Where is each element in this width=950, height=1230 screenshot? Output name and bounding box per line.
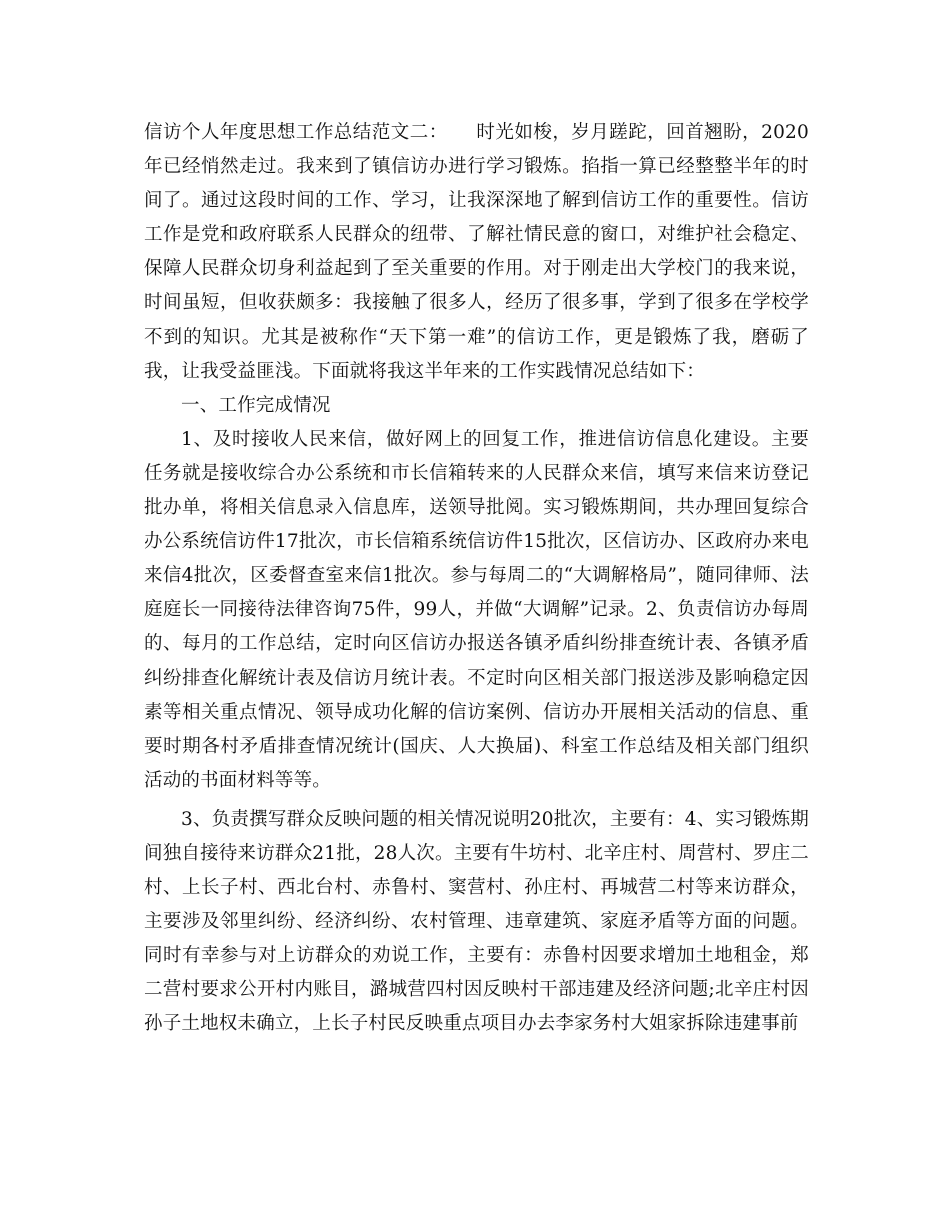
paragraph-item-3-4: 3、负责撰写群众反映问题的相关情况说明20批次，主要有：4、实习锻炼期间独自接待来访群众21批，28人次。主要有牛坊村、北辛庄村、周营村、罗庄二村、上长子村、西北台村、赤鲁村、窦营村、孙庄村、再城营二村等来访群众，主要涉及邻里纠纷、经济纠纷、农村管理、违章建筑、家庭矛盾等方面的问题。同时有幸参与对上访群众的劝说工作，主要有：赤鲁村因要求增加土地租金，郑二营村要求公开村内账目，潞城营四村因反映村干部违建及经济问题;北辛庄村因孙子土地权未确立，上长子村民反映重点项目办去李家务村大姐家拆除违建事前 — [144, 808, 809, 1035]
paragraph-item-1-2: 1、及时接收人民来信，做好网上的回复工作，推进信访信息化建设。主要任务就是接收综合办公系统和市长信箱转来的人民群众来信，填写来信来访登记批办单，将相关信息录入信息库，送领导批阅。实习锻炼期间，共办理回复综合办公系统信访件17批次，市长信箱系统信访件15批次，区信访办、区政府办来电来信4批次，区委督查室来信1批次。参与每周二的“大调解格局”，随同律师、法庭庭长一同接待法律咨询75件，99人，并做“大调解”记录。2、负责信访办每周的、每月的工作总结，定时向区信访办报送各镇矛盾纠纷排查统计表、各镇矛盾纠纷排查化解统计表及信访月统计表。不定时向区相关部门报送涉及影响稳定因素等相关重点情况、领导成功化解的信访案例、信访办开展相关活动的信息、重要时期各村矛盾排查情况统计(国庆、人大换届)、科室工作总结及相关部门组织活动的书面材料等等。 — [144, 428, 809, 791]
paragraph-intro: 信访个人年度思想工作总结范文二： 时光如梭，岁月蹉跎，回首翘盼，2020年已经悄然走过。我来到了镇信访办进行学习锻炼。掐指一算已经整整半年的时间了。通过这段时间的工作、学习，让我深深地了解到信访工作的重要性。信访工作是党和政府联系人民群众的纽带、了解社情民意的窗口，对维护社会稳定、保障人民群众切身利益起到了至关重要的作用。对于刚走出大学校门的我来说，时间虽短，但收获颇多：我接触了很多人，经历了很多事，学到了很多在学校学不到的知识。尤其是被称作“天下第一难”的信访工作，更是锻炼了我，磨砺了我，让我受益匪浅。下面就将我这半年来的工作实践情况总结如下： — [144, 122, 809, 382]
section-heading: 一、工作完成情况 — [181, 394, 331, 416]
document-body — [144, 116, 809, 1042]
